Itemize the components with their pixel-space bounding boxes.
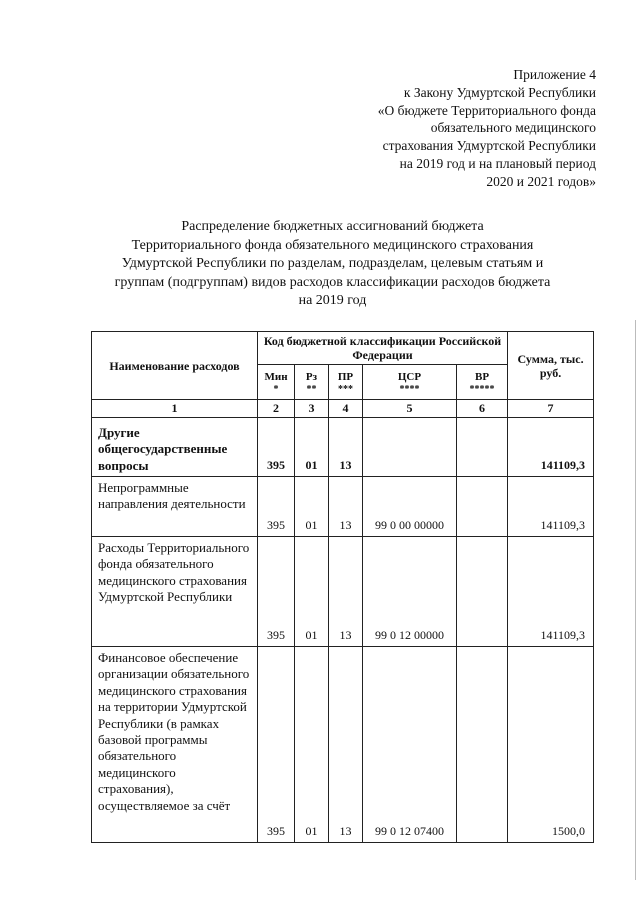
row-rz: 01 <box>295 477 329 537</box>
row-rz: 01 <box>295 418 329 477</box>
header-pr-label: ПР <box>337 370 354 383</box>
title-line: группам (подгруппам) видов расходов классификации расходов бюджета <box>114 274 551 290</box>
row-rz: 01 <box>295 537 329 647</box>
column-number: 3 <box>295 400 329 418</box>
header-rz-label: Рз <box>305 370 318 383</box>
row-name: Расходы Территориального фонда обязательного медицинского страхования Удмуртской Республики <box>92 537 258 647</box>
row-pr: 13 <box>329 477 363 537</box>
row-sum: 1500,0 <box>508 647 594 843</box>
budget-table <box>91 331 594 843</box>
appendix-line: 2020 и 2021 годов» <box>486 173 596 189</box>
appendix-line: «О бюджете Территориального фонда <box>377 102 596 118</box>
header-csr-label: ЦСР <box>397 370 422 383</box>
header-rz-note: ** <box>306 383 317 395</box>
appendix-line: к Закону Удмуртской Республики <box>403 84 596 100</box>
header-sum: Сумма, тыс. руб. <box>508 332 594 400</box>
column-number: 7 <box>508 400 594 418</box>
title-line: Удмуртской Республики по разделам, подразделам, целевым статьям и <box>121 256 544 271</box>
row-sum: 141109,3 <box>508 477 594 537</box>
appendix-line: Приложение 4 <box>513 67 596 82</box>
column-number: 1 <box>92 400 258 418</box>
header-pr-note: *** <box>338 383 353 395</box>
header-csr-note: **** <box>399 383 420 395</box>
appendix-block <box>276 66 596 191</box>
row-min: 395 <box>258 477 295 537</box>
header-min <box>258 365 295 400</box>
header-vr <box>457 365 508 400</box>
row-min: 395 <box>258 537 295 647</box>
header-name: Наименование расходов <box>92 332 258 400</box>
row-csr: 99 0 00 00000 <box>363 477 457 537</box>
scan-edge-line <box>635 320 636 880</box>
document-title <box>60 218 605 311</box>
table-row <box>92 647 594 843</box>
row-vr <box>457 647 508 843</box>
row-name: Другие общегосударственные вопросы <box>92 418 258 477</box>
header-min-label: Мин <box>264 370 288 383</box>
row-pr: 13 <box>329 537 363 647</box>
appendix-line: на 2019 год и на плановый период <box>399 155 596 171</box>
header-csr <box>363 365 457 400</box>
row-min: 395 <box>258 418 295 477</box>
row-pr: 13 <box>329 647 363 843</box>
title-line: на 2019 год <box>298 293 367 308</box>
row-min: 395 <box>258 647 295 843</box>
row-vr <box>457 477 508 537</box>
appendix-line: страхования Удмуртской Республики <box>382 138 596 154</box>
column-number: 2 <box>258 400 295 418</box>
column-number: 5 <box>363 400 457 418</box>
row-csr <box>363 418 457 477</box>
header-vr-label: ВР <box>474 370 490 383</box>
column-number: 4 <box>329 400 363 418</box>
row-vr <box>457 418 508 477</box>
column-number-row <box>92 400 594 418</box>
title-line: Территориального фонда обязательного медицинского страхования <box>131 237 534 253</box>
row-name: Непрограммные направления деятельности <box>92 477 258 537</box>
row-name: Финансовое обеспечение организации обязательного медицинского страхования на территории Удмуртской Республики (в рамках базовой программы обязательного медицинского страхования), осуществляемое за счёт <box>92 647 258 843</box>
appendix-line: обязательного медицинского <box>430 120 596 136</box>
row-csr: 99 0 12 07400 <box>363 647 457 843</box>
row-sum: 141109,3 <box>508 418 594 477</box>
header-pr <box>329 365 363 400</box>
row-vr <box>457 537 508 647</box>
row-sum: 141109,3 <box>508 537 594 647</box>
header-code-group: Код бюджетной классификации Российской Федерации <box>258 332 508 365</box>
table-row <box>92 418 594 477</box>
header-rz <box>295 365 329 400</box>
header-min-note: * <box>273 383 279 395</box>
table-row <box>92 477 594 537</box>
row-csr: 99 0 12 00000 <box>363 537 457 647</box>
table-row <box>92 537 594 647</box>
header-row <box>92 332 594 365</box>
row-rz: 01 <box>295 647 329 843</box>
row-pr: 13 <box>329 418 363 477</box>
title-line: Распределение бюджетных ассигнований бюджета <box>181 219 484 234</box>
header-vr-note: ***** <box>469 383 495 395</box>
column-number: 6 <box>457 400 508 418</box>
